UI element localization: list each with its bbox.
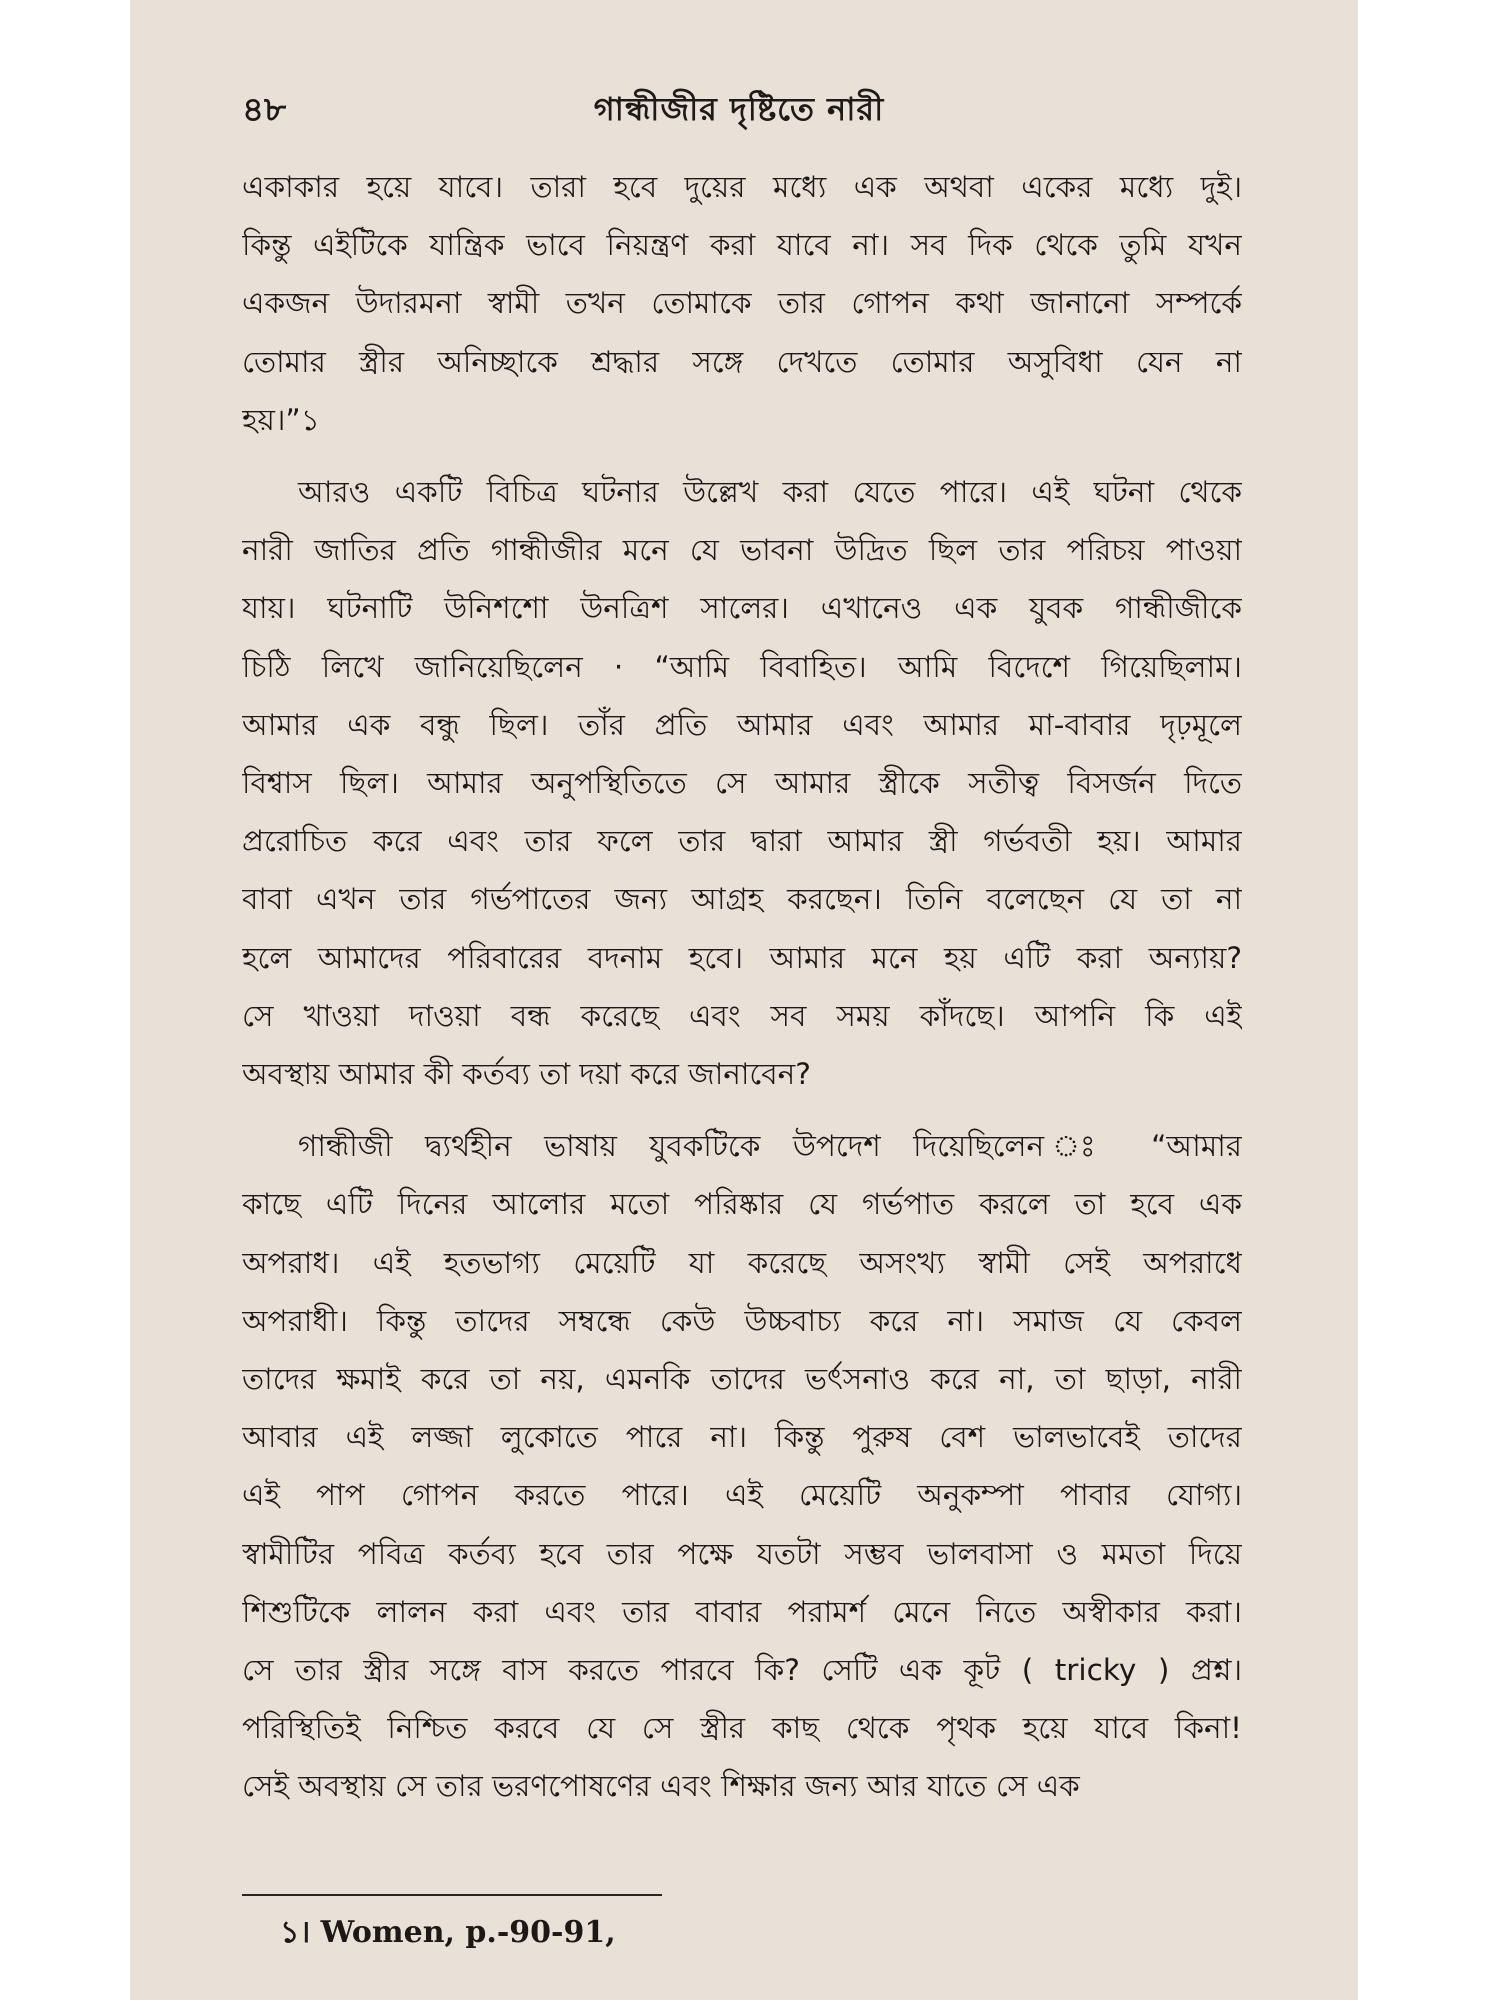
text-line: হলে আমাদের পরিবারের বদনাম হবে। আমার মনে হয় এটি করা অন্যায়? <box>242 940 1242 975</box>
text-line: হয়।”১ <box>242 402 320 437</box>
text-line: বাবা এখন তার গর্ভপাতের জন্য আগ্রহ করছেন। তিনি বলেছেন যে তা না <box>242 882 1242 917</box>
text-line: এই পাপ গোপন করতে পারে। এই মেয়েটি অনুকম্পা পাবার যোগ্য। <box>242 1478 1242 1513</box>
text-line: চিঠি লিখে জানিয়েছিলেন · “আমি বিবাহিত। আমি বিদেশে গিয়েছিলাম। <box>242 649 1242 684</box>
text-line: অপরাধ। এই হতভাগ্য মেয়েটি যা করেছে অসংখ্য স্বামী সেই অপরাধে <box>242 1245 1242 1280</box>
text-line: অবস্থায় আমার কী কর্তব্য তা দয়া করে জানাবেন? <box>242 1057 811 1092</box>
paragraph <box>242 463 1242 1103</box>
text-line: একাকার হয়ে যাবে। তারা হবে দুয়ের মধ্যে এক অথবা একের মধ্যে দুই। <box>242 170 1242 204</box>
text-line: তোমার স্ত্রীর অনিচ্ছাকে শ্রদ্ধার সঙ্গে দেখতে তোমার অসুবিধা যেন না <box>242 344 1242 379</box>
paragraph-gap <box>242 1103 1242 1117</box>
body-text <box>242 158 1242 1816</box>
text-line: পরিস্থিতিই নিশ্চিত করবে যে সে স্ত্রীর কাছ থেকে পৃথক হয়ে যাবে কিনা! <box>242 1711 1242 1746</box>
book-page <box>130 0 1358 2000</box>
text-line: আমার এক বন্ধু ছিল। তাঁর প্রতি আমার এবং আমার মা-বাবার দৃঢ়মূলে <box>242 707 1242 742</box>
text-line: সেই অবস্থায় সে তার ভরণপোষণের এবং শিক্ষার জন্য আর যাতে সে এক <box>242 1769 1080 1804</box>
footnote: ১। Women, p.-90-91, <box>280 1915 616 1950</box>
paragraph <box>242 158 1242 449</box>
page-header <box>242 84 1236 144</box>
footnote-divider <box>242 1894 662 1896</box>
text-line: তাদের ক্ষমাই করে তা নয়, এমনকি তাদের ভর্ৎসনাও করে না, তা ছাড়া, নারী <box>242 1362 1242 1397</box>
text-line: প্ররোচিত করে এবং তার ফলে তার দ্বারা আমার স্ত্রী গর্ভবতী হয়। আমার <box>242 824 1242 859</box>
text-line: কিন্তু এইটিকে যান্ত্রিক ভাবে নিয়ন্ত্রণ করা যাবে না। সব দিক থেকে তুমি যখন <box>242 228 1242 263</box>
text-line: নারী জাতির প্রতি গান্ধীজীর মনে যে ভাবনা উদ্রিত ছিল তার পরিচয় পাওয়া <box>242 533 1242 568</box>
text-line: গান্ধীজী দ্ব্যর্থহীন ভাষায় যুবকটিকে উপদেশ দিয়েছিলেন ঃ “আমার <box>298 1129 1242 1164</box>
text-line: সে তার স্ত্রীর সঙ্গে বাস করতে পারবে কি? সেটি এক কূট ( tricky ) প্রশ্ন। <box>242 1653 1242 1688</box>
text-line: স্বামীটির পবিত্র কর্তব্য হবে তার পক্ষে যতটা সম্ভব ভালবাসা ও মমতা দিয়ে <box>242 1536 1242 1571</box>
text-line: একজন উদারমনা স্বামী তখন তোমাকে তার গোপন কথা জানানো সম্পর্কে <box>242 286 1242 321</box>
text-line: বিশ্বাস ছিল। আমার অনুপস্থিতিতে সে আমার স্ত্রীকে সতীত্ব বিসর্জন দিতে <box>242 766 1242 801</box>
text-line: আরও একটি বিচিত্র ঘটনার উল্লেখ করা যেতে পারে। এই ঘটনা থেকে <box>298 475 1242 510</box>
text-line: যায়। ঘটনাটি উনিশশো উনত্রিশ সালের। এখানেও এক যুবক গান্ধীজীকে <box>242 591 1242 626</box>
text-line: কাছে এটি দিনের আলোর মতো পরিষ্কার যে গর্ভপাত করলে তা হবে এক <box>242 1187 1242 1222</box>
text-line: শিশুটিকে লালন করা এবং তার বাবার পরামর্শ মেনে নিতে অস্বীকার করা। <box>242 1594 1242 1629</box>
text-line: অপরাধী। কিন্তু তাদের সম্বন্ধে কেউ উচ্চবাচ্য করে না। সমাজ যে কেবল <box>242 1303 1242 1338</box>
running-title: গান্ধীজীর দৃষ্টিতে নারী <box>593 90 885 128</box>
page-number: ৪৮ <box>242 90 287 130</box>
paragraph <box>242 1117 1242 1815</box>
paragraph-gap <box>242 449 1242 463</box>
text-line: আবার এই লজ্জা লুকোতে পারে না। কিন্তু পুরুষ বেশ ভালভাবেই তাদের <box>242 1420 1242 1455</box>
text-line: সে খাওয়া দাওয়া বন্ধ করেছে এবং সব সময় কাঁদছে। আপনি কি এই <box>242 998 1242 1033</box>
